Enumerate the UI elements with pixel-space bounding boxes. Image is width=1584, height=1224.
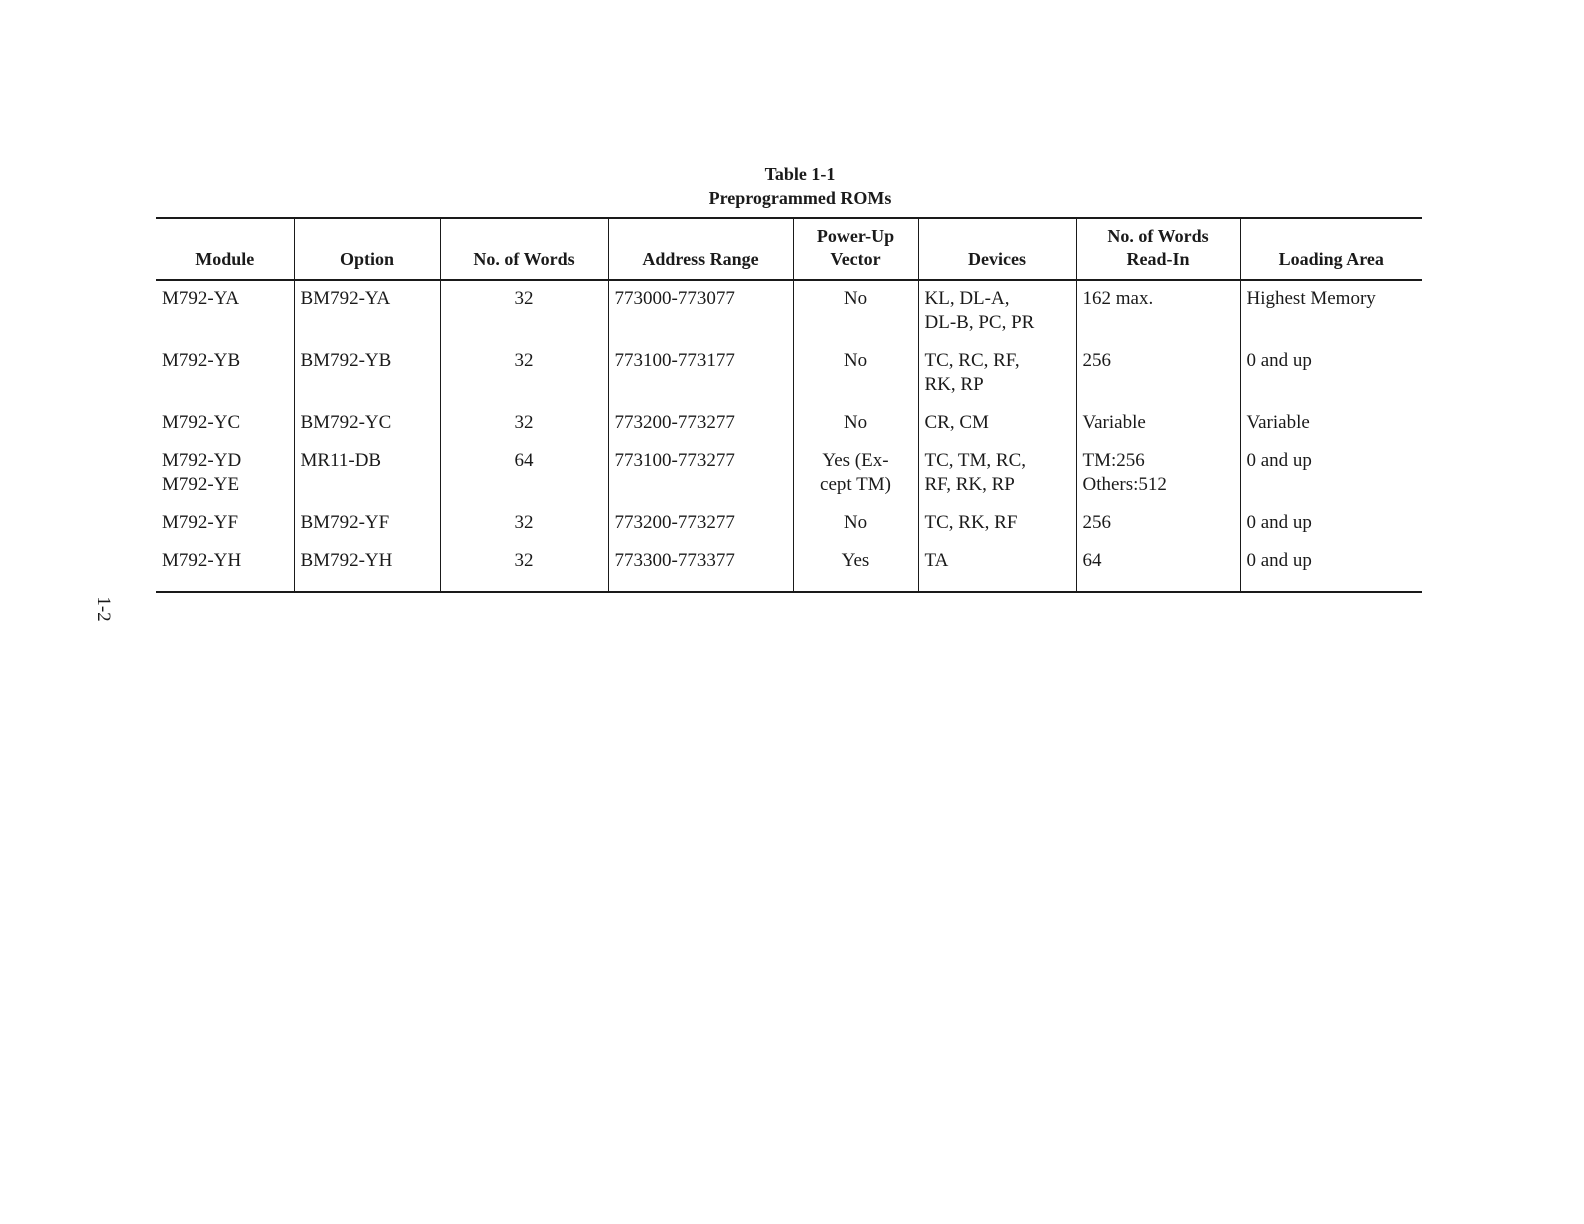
cell-option: MR11-DB — [294, 443, 440, 505]
cell-devices: TC, TM, RC, RF, RK, RP — [918, 443, 1076, 505]
table-row — [156, 343, 1422, 405]
cell-read-in: TM:256 Others:512 — [1076, 443, 1240, 505]
cell-words: 32 — [440, 505, 608, 543]
cell-address: 773300-773377 — [608, 543, 793, 592]
page-number: 1-2 — [93, 596, 114, 622]
cell-address: 773200-773277 — [608, 505, 793, 543]
cell-option: BM792-YB — [294, 343, 440, 405]
cell-devices: TC, RC, RF, RK, RP — [918, 343, 1076, 405]
header-loading-area: Loading Area — [1240, 218, 1422, 280]
cell-loading-area: 0 and up — [1240, 343, 1422, 405]
cell-module: M792-YA — [162, 288, 240, 309]
cell-address: 773000-773077 — [608, 280, 793, 343]
cell-loading-area: 0 and up — [1240, 505, 1422, 543]
cell-read-in: Variable — [1076, 405, 1240, 443]
cell-address: 773200-773277 — [608, 405, 793, 443]
cell-devices: CR, CM — [918, 405, 1076, 443]
preprogrammed-roms-table — [156, 217, 1422, 593]
cell-read-in: 256 — [1076, 343, 1240, 405]
header-address-range: Address Range — [608, 218, 793, 280]
table-number: Table 1-1 — [764, 164, 836, 184]
cell-option: BM792-YA — [294, 280, 440, 343]
cell-vector: Yes (Ex- cept TM) — [793, 443, 918, 505]
table-row — [156, 443, 1422, 505]
cell-option: BM792-YF — [294, 505, 440, 543]
cell-vector: No — [793, 343, 918, 405]
cell-address: 773100-773277 — [608, 443, 793, 505]
cell-devices: TC, RK, RF — [918, 505, 1076, 543]
cell-vector: Yes — [793, 543, 918, 592]
cell-vector: No — [793, 405, 918, 443]
cell-vector: No — [793, 505, 918, 543]
cell-loading-area: Variable — [1240, 405, 1422, 443]
table-row — [156, 405, 1422, 443]
cell-option: BM792-YC — [294, 405, 440, 443]
cell-read-in: 162 max. — [1076, 280, 1240, 343]
cell-loading-area: 0 and up — [1240, 443, 1422, 505]
cell-words: 32 — [440, 405, 608, 443]
cell-devices: KL, DL-A, DL-B, PC, PR — [918, 280, 1076, 343]
cell-module: M792-YB — [162, 350, 241, 371]
cell-module: M792-YC — [162, 412, 241, 433]
cell-module: M792-YH — [162, 550, 242, 571]
header-words-read-in: No. of Words Read-In — [1076, 218, 1240, 280]
cell-devices: TA — [918, 543, 1076, 592]
cell-words: 32 — [440, 343, 608, 405]
cell-vector: No — [793, 280, 918, 343]
cell-module: M792-YD M792-YE — [162, 450, 242, 495]
cell-loading-area: 0 and up — [1240, 543, 1422, 592]
table-row — [156, 505, 1422, 543]
cell-loading-area: Highest Memory — [1240, 280, 1422, 343]
cell-words: 32 — [440, 280, 608, 343]
header-power-up-vector: Power-Up Vector — [793, 218, 918, 280]
cell-words: 32 — [440, 543, 608, 592]
header-devices: Devices — [918, 218, 1076, 280]
table-title: Preprogrammed ROMs — [708, 188, 892, 208]
header-no-of-words: No. of Words — [440, 218, 608, 280]
cell-read-in: 256 — [1076, 505, 1240, 543]
cell-words: 64 — [440, 443, 608, 505]
cell-module: M792-YF — [162, 512, 239, 533]
header-module: Module — [156, 218, 294, 280]
cell-option: BM792-YH — [294, 543, 440, 592]
table-row — [156, 280, 1422, 343]
header-option: Option — [294, 218, 440, 280]
table-row — [156, 543, 1422, 592]
cell-address: 773100-773177 — [608, 343, 793, 405]
table-header-row — [156, 218, 1422, 280]
cell-read-in: 64 — [1076, 543, 1240, 592]
